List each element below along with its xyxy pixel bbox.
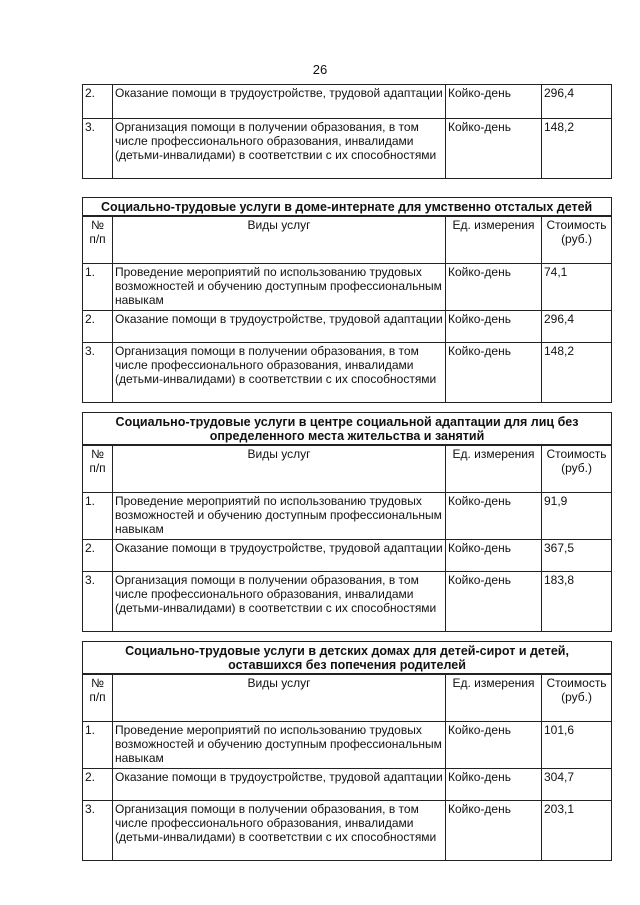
column-header-cost: Стоимость (руб.) xyxy=(542,445,612,493)
table-row xyxy=(83,801,612,861)
cost: 148,2 xyxy=(542,343,612,403)
service-name: Организация помощи в получении образования, в том числе профессионального образования, инвалидами (детьми-инвалидами) в соответствии с их способностями xyxy=(113,801,446,861)
service-name: Оказание помощи в трудоустройстве, трудовой адаптации xyxy=(113,769,446,801)
cost: 183,8 xyxy=(542,572,612,632)
section-table xyxy=(82,197,612,403)
cost: 91,9 xyxy=(542,493,612,540)
cost: 296,4 xyxy=(542,85,612,119)
unit: Койко-день xyxy=(446,801,542,861)
unit: Койко-день xyxy=(446,85,542,119)
service-name: Оказание помощи в трудоустройстве, трудовой адаптации xyxy=(113,85,446,119)
section-table xyxy=(82,412,612,632)
row-number: 1. xyxy=(83,493,113,540)
column-header-service: Виды услуг xyxy=(113,445,446,493)
table-row xyxy=(83,264,612,311)
unit: Койко-день xyxy=(446,343,542,403)
unit: Койко-день xyxy=(446,264,542,311)
cost: 367,5 xyxy=(542,540,612,572)
unit: Койко-день xyxy=(446,572,542,632)
row-number: 3. xyxy=(83,801,113,861)
service-name: Организация помощи в получении образования, в том числе профессионального образования, инвалидами (детьми-инвалидами) в соответствии с их способностями xyxy=(113,119,446,179)
cost: 74,1 xyxy=(542,264,612,311)
cost: 304,7 xyxy=(542,769,612,801)
section-title: Социально-трудовые услуги в центре социальной адаптации для лиц без определенного места жительства и занятий xyxy=(83,413,612,446)
unit: Койко-день xyxy=(446,722,542,769)
table-row xyxy=(83,540,612,572)
row-number: 1. xyxy=(83,264,113,311)
column-header-service: Виды услуг xyxy=(113,216,446,264)
row-number: 3. xyxy=(83,343,113,403)
service-name: Организация помощи в получении образования, в том числе профессионального образования, инвалидами (детьми-инвалидами) в соответствии с их способностями xyxy=(113,343,446,403)
column-header-unit: Ед. измерения xyxy=(446,445,542,493)
column-header-number: № п/п xyxy=(83,674,113,722)
service-name: Проведение мероприятий по использованию трудовых возможностей и обучению доступным профессиональным навыкам xyxy=(113,493,446,540)
cost: 203,1 xyxy=(542,801,612,861)
continuation-table xyxy=(82,84,612,179)
unit: Койко-день xyxy=(446,493,542,540)
table-row xyxy=(83,311,612,343)
service-name: Организация помощи в получении образования, в том числе профессионального образования, инвалидами (детьми-инвалидами) в соответствии с их способностями xyxy=(113,572,446,632)
column-header-number: № п/п xyxy=(83,445,113,493)
unit: Койко-день xyxy=(446,119,542,179)
column-header-cost: Стоимость (руб.) xyxy=(542,674,612,722)
section-title: Социально-трудовые услуги в доме-интернате для умственно отсталых детей xyxy=(83,198,612,217)
service-name: Оказание помощи в трудоустройстве, трудовой адаптации xyxy=(113,540,446,572)
row-number: 1. xyxy=(83,722,113,769)
service-name: Оказание помощи в трудоустройстве, трудовой адаптации xyxy=(113,311,446,343)
column-header-number: № п/п xyxy=(83,216,113,264)
column-header-unit: Ед. измерения xyxy=(446,674,542,722)
section-title: Социально-трудовые услуги в детских домах для детей-сирот и детей, оставшихся без попечения родителей xyxy=(83,642,612,675)
table-row xyxy=(83,119,612,179)
table-row xyxy=(83,572,612,632)
table-header-row xyxy=(83,445,612,493)
table-row xyxy=(83,85,612,119)
cost: 101,6 xyxy=(542,722,612,769)
column-header-service: Виды услуг xyxy=(113,674,446,722)
page-number: 26 xyxy=(312,62,328,77)
service-name: Проведение мероприятий по использованию трудовых возможностей и обучению доступным профессиональным навыкам xyxy=(113,722,446,769)
row-number: 3. xyxy=(83,572,113,632)
table-header-row xyxy=(83,674,612,722)
table-row xyxy=(83,722,612,769)
row-number: 2. xyxy=(83,85,113,119)
column-header-unit: Ед. измерения xyxy=(446,216,542,264)
service-name: Проведение мероприятий по использованию трудовых возможностей и обучению доступным профессиональным навыкам xyxy=(113,264,446,311)
table-row xyxy=(83,343,612,403)
table-row xyxy=(83,769,612,801)
unit: Койко-день xyxy=(446,540,542,572)
row-number: 2. xyxy=(83,769,113,801)
row-number: 2. xyxy=(83,311,113,343)
row-number: 3. xyxy=(83,119,113,179)
cost: 148,2 xyxy=(542,119,612,179)
unit: Койко-день xyxy=(446,769,542,801)
row-number: 2. xyxy=(83,540,113,572)
column-header-cost: Стоимость (руб.) xyxy=(542,216,612,264)
unit: Койко-день xyxy=(446,311,542,343)
section-table xyxy=(82,641,612,861)
table-header-row xyxy=(83,216,612,264)
table-row xyxy=(83,493,612,540)
cost: 296,4 xyxy=(542,311,612,343)
